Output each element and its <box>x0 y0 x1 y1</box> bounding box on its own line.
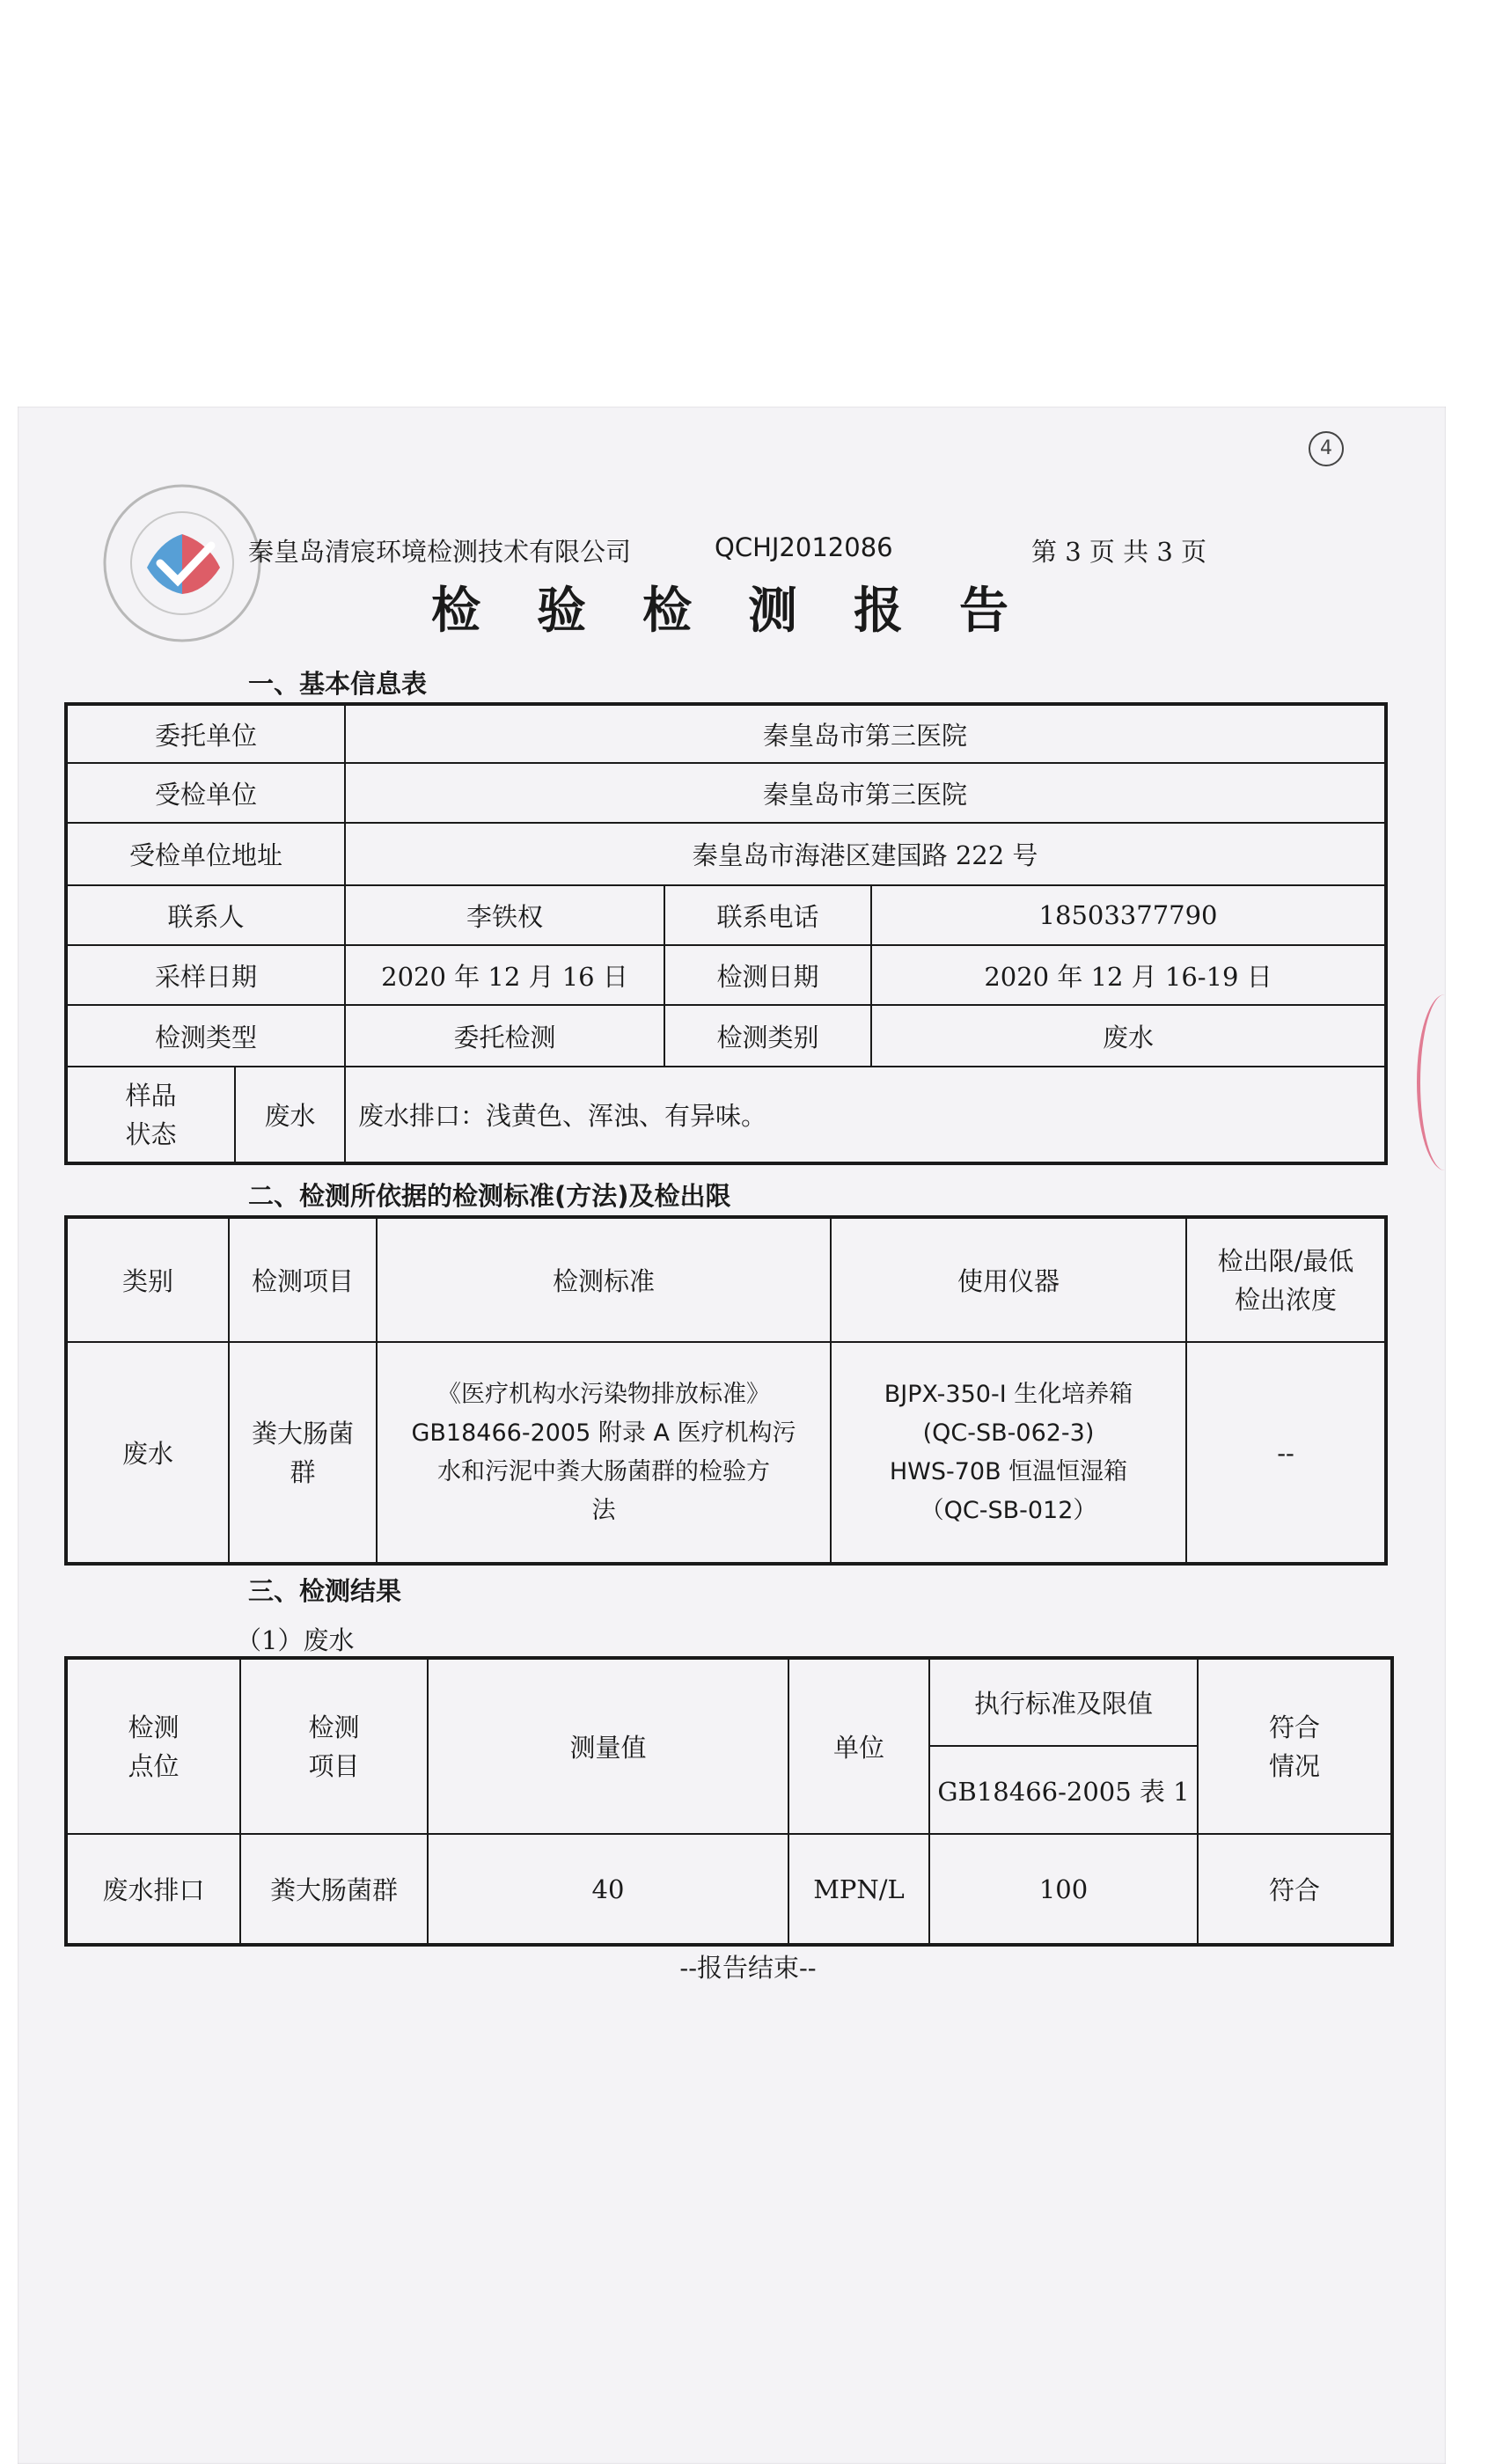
report-header <box>248 532 1225 567</box>
standards-row-item-line2: 群 <box>290 1456 316 1487</box>
header-category: 类别 <box>66 1217 229 1342</box>
header-test-point-line1: 检测 <box>128 1712 180 1742</box>
phone-value: 18503377790 <box>871 885 1386 945</box>
test-type-label: 检测类型 <box>66 1005 345 1067</box>
page-handwritten-mark: 4 <box>1309 431 1344 466</box>
standards-row-limit: -- <box>1186 1342 1386 1564</box>
page-indicator: 第 3 页 共 3 页 <box>1031 537 1206 567</box>
result-test-point: 废水排口 <box>66 1834 240 1945</box>
header-test-item: 检测项目 <box>229 1217 377 1342</box>
report-number: QCHJ2012086 <box>715 532 893 562</box>
results-table <box>64 1656 1394 1947</box>
sample-state-label-line2: 状态 <box>125 1118 177 1149</box>
report-title: 检验检测报告 <box>431 583 1065 640</box>
result-test-item: 粪大肠菌群 <box>240 1834 428 1945</box>
test-category-label: 检测类别 <box>664 1005 871 1067</box>
header-unit: 单位 <box>788 1658 929 1834</box>
result-conformity: 符合 <box>1198 1834 1392 1945</box>
header-detection-limit <box>1186 1217 1386 1342</box>
sample-state-label-line1: 样品 <box>125 1080 177 1111</box>
section-results-subheading: （1）废水 <box>236 1625 355 1655</box>
sample-description: 废水排口：浅黄色、浑浊、有异味。 <box>345 1067 1386 1163</box>
header-test-point-line2: 点位 <box>128 1750 180 1781</box>
standard-line4: 法 <box>591 1496 616 1524</box>
section-results-heading: 三、检测结果 <box>248 1576 402 1606</box>
header-test-point <box>66 1658 240 1834</box>
header-result-item-line2: 项目 <box>308 1750 360 1781</box>
sample-kind: 废水 <box>235 1067 345 1163</box>
test-date-label: 检测日期 <box>664 945 871 1005</box>
standard-line3: 水和污泥中粪大肠菌群的检验方 <box>437 1457 770 1485</box>
inspected-unit-value: 秦皇岛市第三医院 <box>345 763 1386 823</box>
standard-line1: 《医疗机构水污染物排放标准》 <box>437 1380 770 1408</box>
header-standard: 检测标准 <box>377 1217 831 1342</box>
phone-label: 联系电话 <box>664 885 871 945</box>
test-category-value: 废水 <box>871 1005 1386 1067</box>
client-value: 秦皇岛市第三医院 <box>345 704 1386 763</box>
instrument-line1: BJPX-350-I 生化培养箱 <box>884 1380 1133 1408</box>
report-end-marker: --报告结束-- <box>679 1953 817 1983</box>
basic-info-table <box>64 702 1388 1165</box>
standards-row-instrument <box>831 1342 1186 1564</box>
section-basic-info-heading: 一、基本信息表 <box>248 669 428 699</box>
test-type-value: 委托检测 <box>345 1005 664 1067</box>
header-conformity-line2: 情况 <box>1268 1750 1320 1781</box>
standards-table <box>64 1215 1388 1566</box>
result-measured-value: 40 <box>428 1834 788 1945</box>
standard-line2: GB18466-2005 附录 A 医疗机构污 <box>411 1419 796 1447</box>
header-detection-limit-line1: 检出限/最低 <box>1217 1245 1354 1276</box>
header-conformity <box>1198 1658 1392 1834</box>
header-detection-limit-line2: 检出浓度 <box>1234 1284 1337 1315</box>
inspected-unit-label: 受检单位 <box>66 763 345 823</box>
contact-label: 联系人 <box>66 885 345 945</box>
sample-state-label <box>66 1067 235 1163</box>
company-name: 秦皇岛清宸环境检测技术有限公司 <box>248 537 632 567</box>
sampling-date-value: 2020 年 12 月 16 日 <box>345 945 664 1005</box>
header-standard-reference: GB18466-2005 表 1 <box>929 1746 1198 1834</box>
section-standards-heading: 二、检测所依据的检测标准(方法)及检出限 <box>248 1181 731 1211</box>
standards-row-category: 废水 <box>66 1342 229 1564</box>
address-label: 受检单位地址 <box>66 823 345 885</box>
result-limit-value: 100 <box>929 1834 1198 1945</box>
header-result-item <box>240 1658 428 1834</box>
sampling-date-label: 采样日期 <box>66 945 345 1005</box>
header-standard-limit: 执行标准及限值 <box>929 1658 1198 1746</box>
standards-row-item-line1: 粪大肠菌 <box>251 1418 354 1448</box>
header-instrument: 使用仪器 <box>831 1217 1186 1342</box>
header-measured-value: 测量值 <box>428 1658 788 1834</box>
red-seal-edge <box>1417 994 1473 1170</box>
standards-row-item <box>229 1342 377 1564</box>
instrument-line4: （QC-SB-012） <box>920 1496 1097 1524</box>
standards-row-standard <box>377 1342 831 1564</box>
result-unit: MPN/L <box>788 1834 929 1945</box>
header-conformity-line1: 符合 <box>1268 1712 1320 1742</box>
address-value: 秦皇岛市海港区建国路 222 号 <box>345 823 1386 885</box>
test-date-value: 2020 年 12 月 16-19 日 <box>871 945 1386 1005</box>
client-label: 委托单位 <box>66 704 345 763</box>
instrument-line2: (QC-SB-062-3) <box>922 1419 1095 1447</box>
header-result-item-line1: 检测 <box>308 1712 360 1742</box>
instrument-line3: HWS-70B 恒温恒湿箱 <box>889 1457 1128 1485</box>
contact-value: 李铁权 <box>345 885 664 945</box>
